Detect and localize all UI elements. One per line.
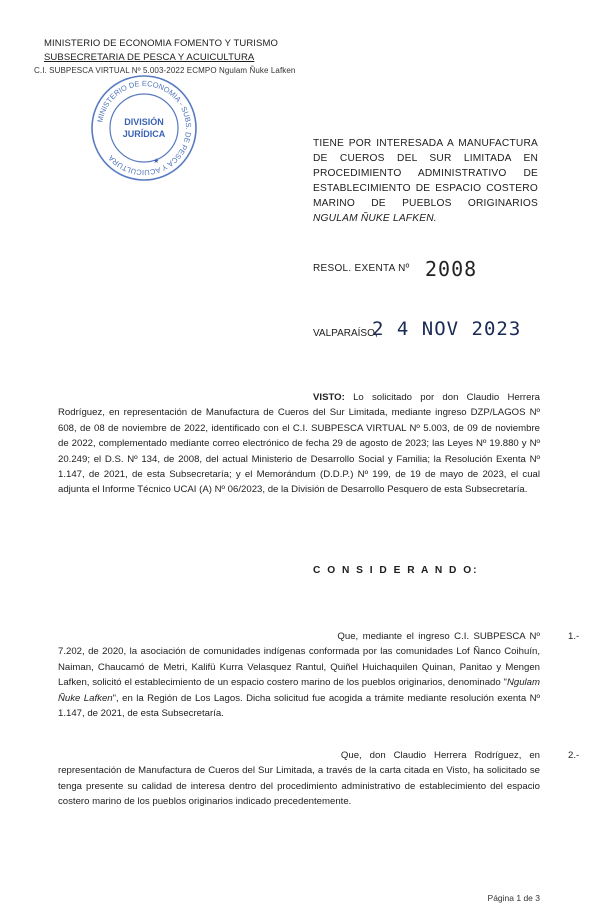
item-text: Que, don Claudio Herrera Rodríguez, en representación de Manufactura de Cueros del Sur Limitada, a través de la carta citada en Visto, ha solicitado se tenga presente su calidad de interesa dentro del procedimiento administrativo de establecimiento del espacio costero marino de los pueblos originarios indicado precedentemente.	[58, 750, 540, 808]
visto-text: Lo solicitado por don Claudio Herrera Rodríguez, en representación de Manufactura de Cueros del Sur Limitada, mediante ingreso DZP/LAGOS Nº 608, de 08 de noviembre de 2022, identificado con el C.I. SUBPESCA VIRTUAL Nº 5.003, de 09 de noviembre de 2022, complementado mediante correo electrónico de fecha 29 de agosto de 2023; las Leyes Nº 19.880 y Nº 20.249; el D.S. Nº 134, de 2008, del actual Ministerio de Desarrollo Social y Familia; la Resolución Exenta Nº 1.147, de 2021, de esta Subsecretaría; y el Memorándum (D.D.P.) Nº 199, de 19 de mayo de 2023, el cual adjunta el Informe Técnico UCAI (A) Nº 06/2023, de la División de Desarrollo Pesquero de esta Subsecretaría.	[58, 392, 540, 496]
star-icon: ★	[153, 158, 160, 165]
considerando-heading: C O N S I D E R A N D O:	[313, 565, 479, 576]
place-label: VALPARAÍSO,	[313, 328, 378, 339]
subject-italic: NGULAM ÑUKE LAFKEN.	[313, 213, 437, 224]
item-text-before: Que, mediante el ingreso C.I. SUBPESCA Nº 7.202, de 2020, la asociación de comunidades indígenas conformada por las comunidades Lof Ñanco Coihuín, Naiman, Chaucamó de Metri, Kalifü Kurra Velasquez Rantul, Quiñel Huichaquilen Quinan, Panitao y Mengen Lafken, solicitó el establecimiento de un espacio costero marino de los pueblos originarios, denominado "	[58, 631, 540, 689]
resolution-number: 2008	[425, 257, 478, 281]
stamp-center-line2: JURÍDICA	[122, 129, 166, 139]
date-stamp: 2 4 NOV 2023	[372, 318, 522, 340]
item-text-after: ", en la Región de Los Lagos. Dicha solicitud fue acogida a trámite mediante resolución exenta Nº 1.147, de 2021, de esta Subsecretaría.	[58, 692, 541, 720]
resolution-label: RESOL. EXENTA Nº	[313, 263, 410, 274]
page-indicator: Página 1 de 3	[487, 893, 540, 903]
item-italic: Ngulam Ñuke Lafken	[58, 677, 540, 704]
item-number: 1.-	[568, 631, 580, 642]
document-reference: C.I. SUBPESCA VIRTUAL Nº 5.003-2022 ECMPO Ngulam Ñuke Lafken	[34, 66, 296, 75]
ministry-name: MINISTERIO DE ECONOMIA FOMENTO Y TURISMO	[44, 38, 278, 49]
resolution-subject	[313, 136, 538, 226]
stamp-ring-text: MINISTERIO DE ECONOMIA - SUBS. DE PESCA Y ACUICULTURA	[95, 78, 194, 178]
considerando-item-2	[58, 748, 580, 810]
item-number: 2.-	[568, 750, 580, 761]
stamp-center-line1: DIVISIÓN	[124, 117, 164, 127]
subsecretaria-name: SUBSECRETARIA DE PESCA Y ACUICULTURA	[44, 52, 255, 63]
subject-text: TIENE POR INTERESADA A MANUFACTURA DE CUEROS DEL SUR LIMITADA EN PROCEDIMIENTO ADMINISTRATIVO DE ESTABLECIMIENTO DE ESPACIO COSTERO MARINO DE PUEBLOS ORIGINARIOS	[313, 138, 538, 209]
visto-label: VISTO:	[313, 392, 345, 403]
division-juridica-stamp	[89, 73, 199, 183]
considerando-item-1	[58, 629, 580, 721]
visto-paragraph	[58, 390, 540, 498]
